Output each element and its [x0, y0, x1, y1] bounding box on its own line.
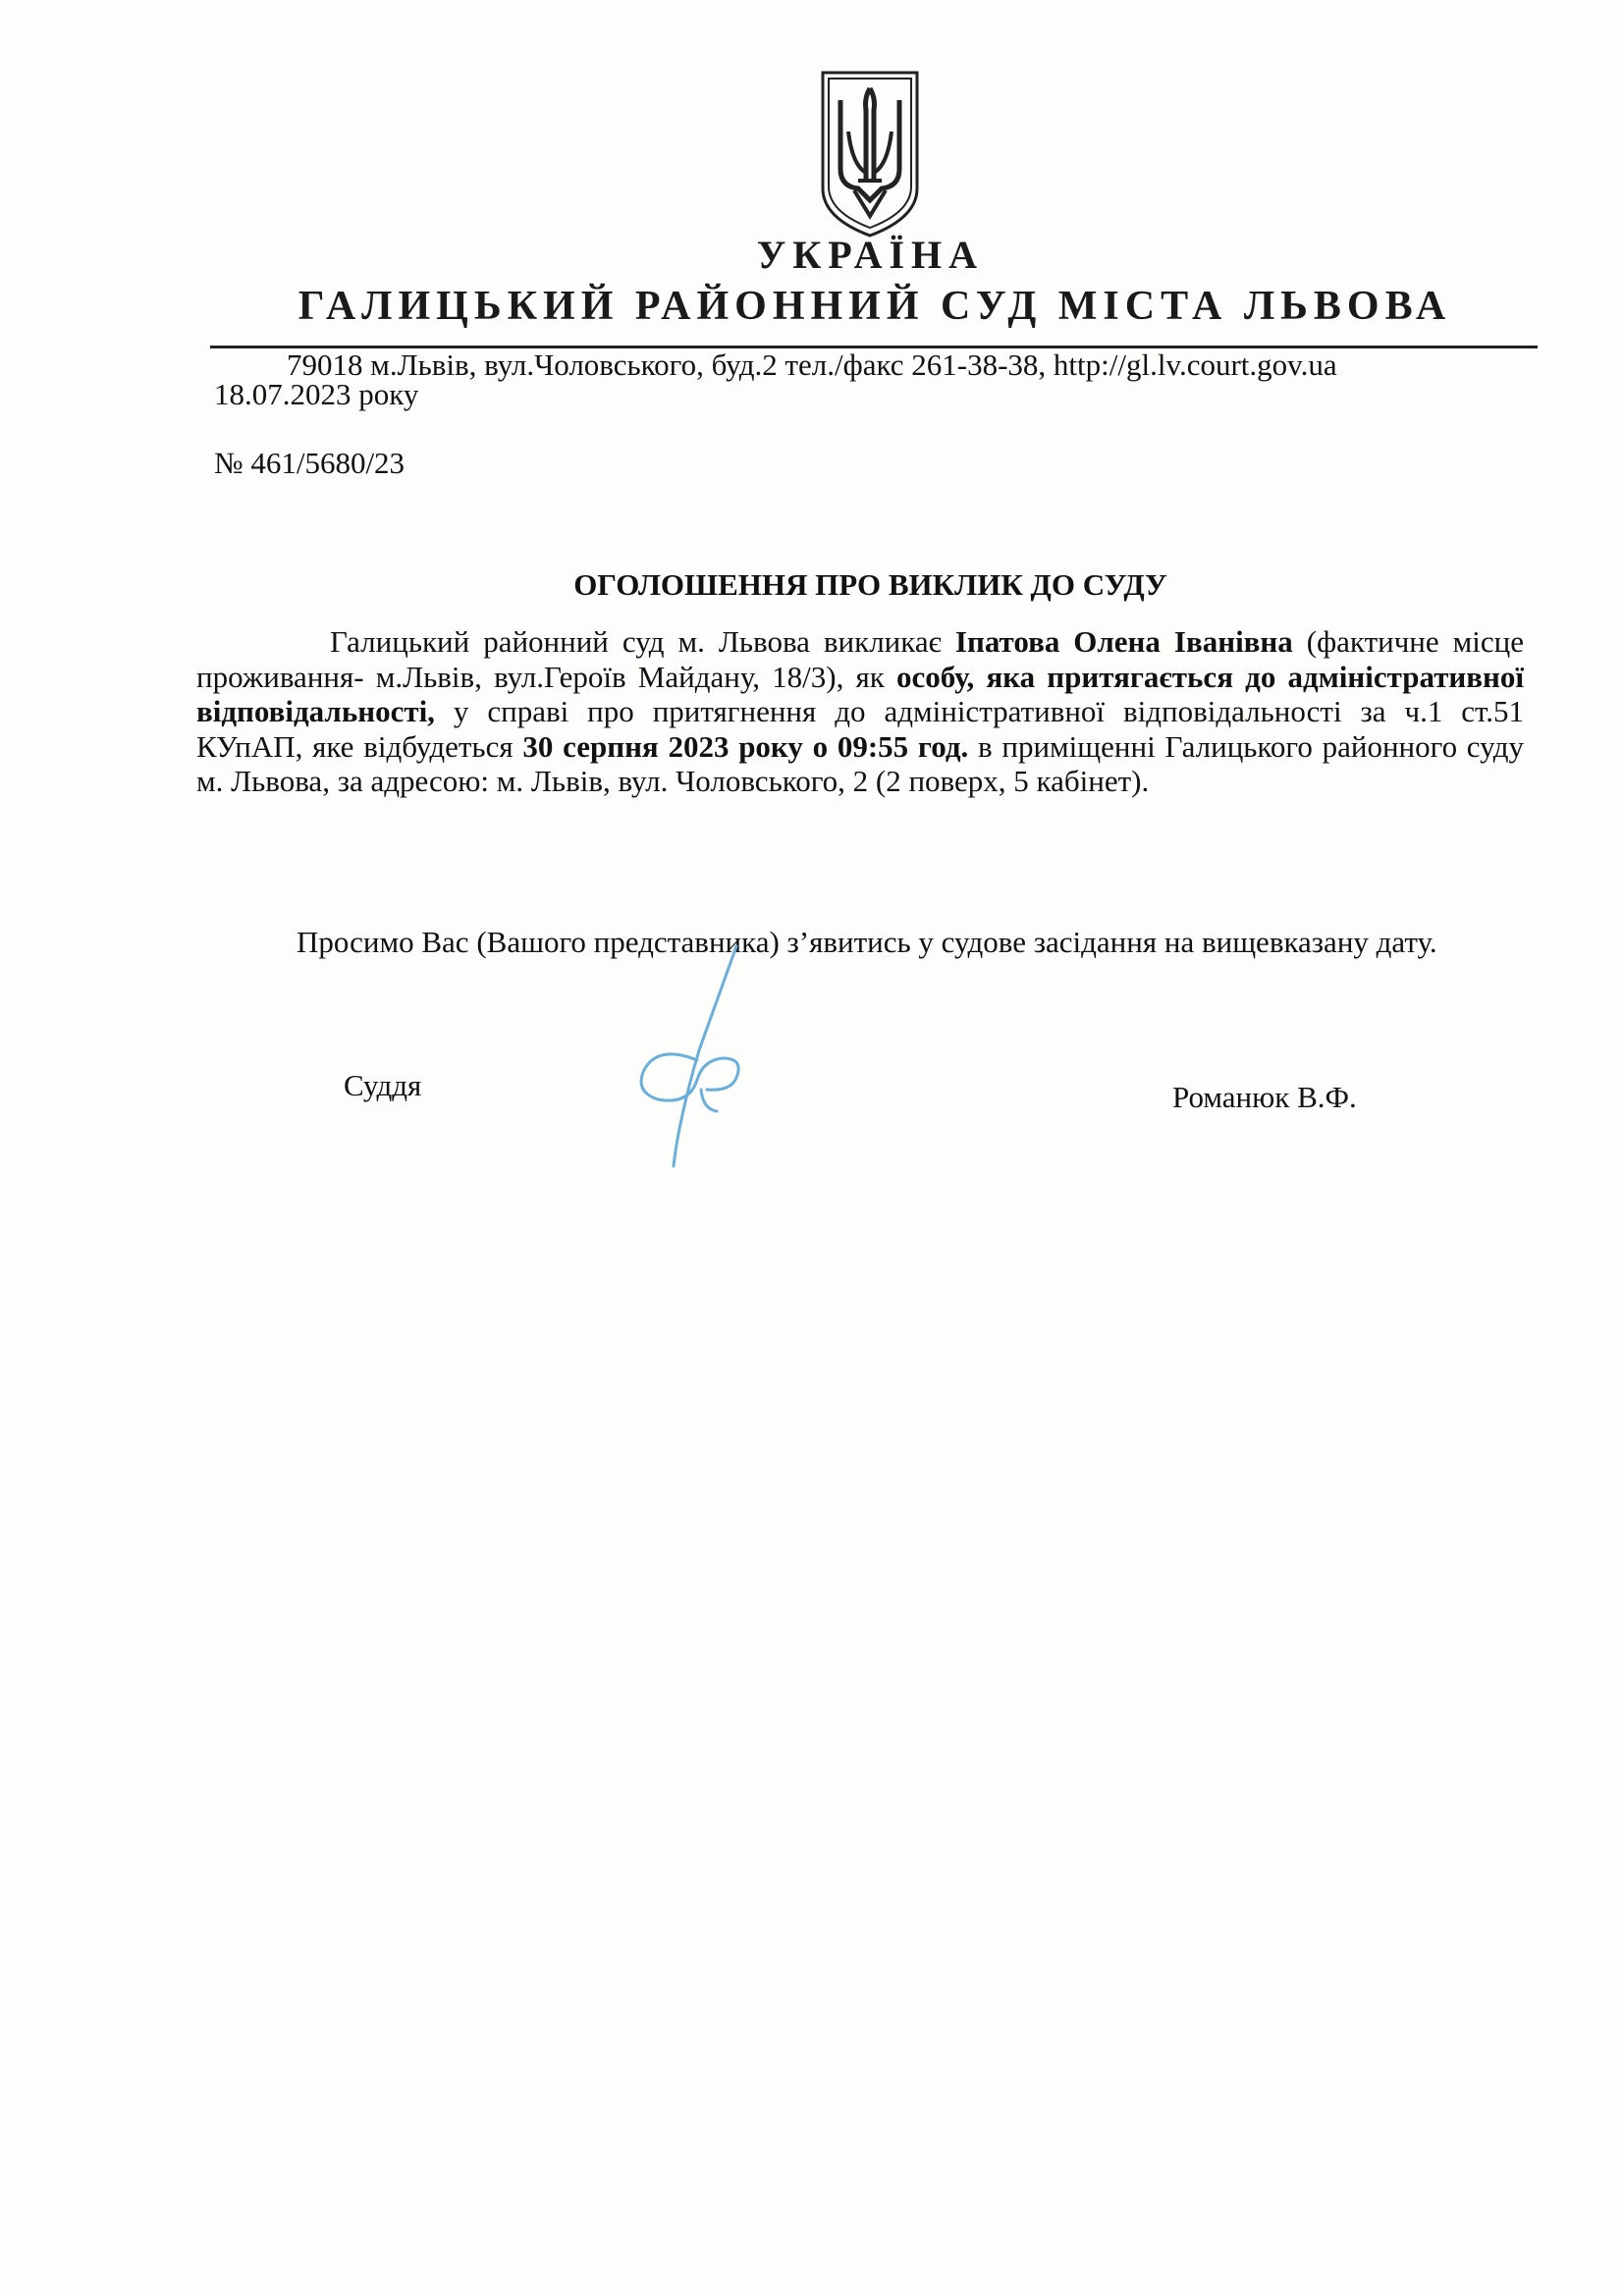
- body-text-part: Галицький районний суд м. Львова викликає: [330, 624, 955, 659]
- handwritten-signature-icon: [628, 942, 776, 1168]
- body-text-part: (фактичне місце проживання- м.Львів, вул.Героїв Майдану, 18/3), як: [196, 624, 1524, 694]
- summons-paragraph: [196, 624, 1524, 799]
- summoned-person-name: Іпатова Олена Іванівна: [954, 624, 1293, 659]
- court-address: 79018 м.Львів, вул.Чоловського, буд.2 тел./факс 261-38-38, http://gl.lv.court.gov.ua: [287, 347, 1337, 382]
- country-name: УКРАЇНА: [756, 233, 985, 277]
- document-date: 18.07.2023 року: [214, 377, 419, 411]
- body-text-part: у справі про притягнення до адміністративної відповідальності за ч.1 ст.51 КУпАП, яке відбудеться: [196, 694, 1524, 764]
- person-role: особу, яка притягається до адміністративної відповідальності,: [196, 659, 1524, 728]
- court-name: ГАЛИЦЬКИЙ РАЙОННИЙ СУД МІСТА ЛЬВОВА: [298, 284, 1452, 329]
- case-number: № 461/5680/23: [214, 446, 406, 480]
- hearing-datetime: 30 серпня 2023 року о 09:55 год.: [522, 728, 969, 764]
- document-title: ОГОЛОШЕННЯ ПРО ВИКЛИК ДО СУДУ: [573, 567, 1167, 602]
- body-text-part: в приміщенні Галицького районного суду м. Львова, за адресою: м. Львів, вул. Чоловського, 2 (2 поверх, 5 кабінет).: [196, 728, 1524, 798]
- judge-name: Романюк В.Ф.: [1172, 1080, 1357, 1114]
- judge-label: Суддя: [344, 1068, 422, 1102]
- attendance-request: Просимо Вас (Вашого представника) з’явитись у судове засідання на вищевказану дату.: [297, 925, 1437, 959]
- tryzub-coat-of-arms-icon: [819, 71, 921, 238]
